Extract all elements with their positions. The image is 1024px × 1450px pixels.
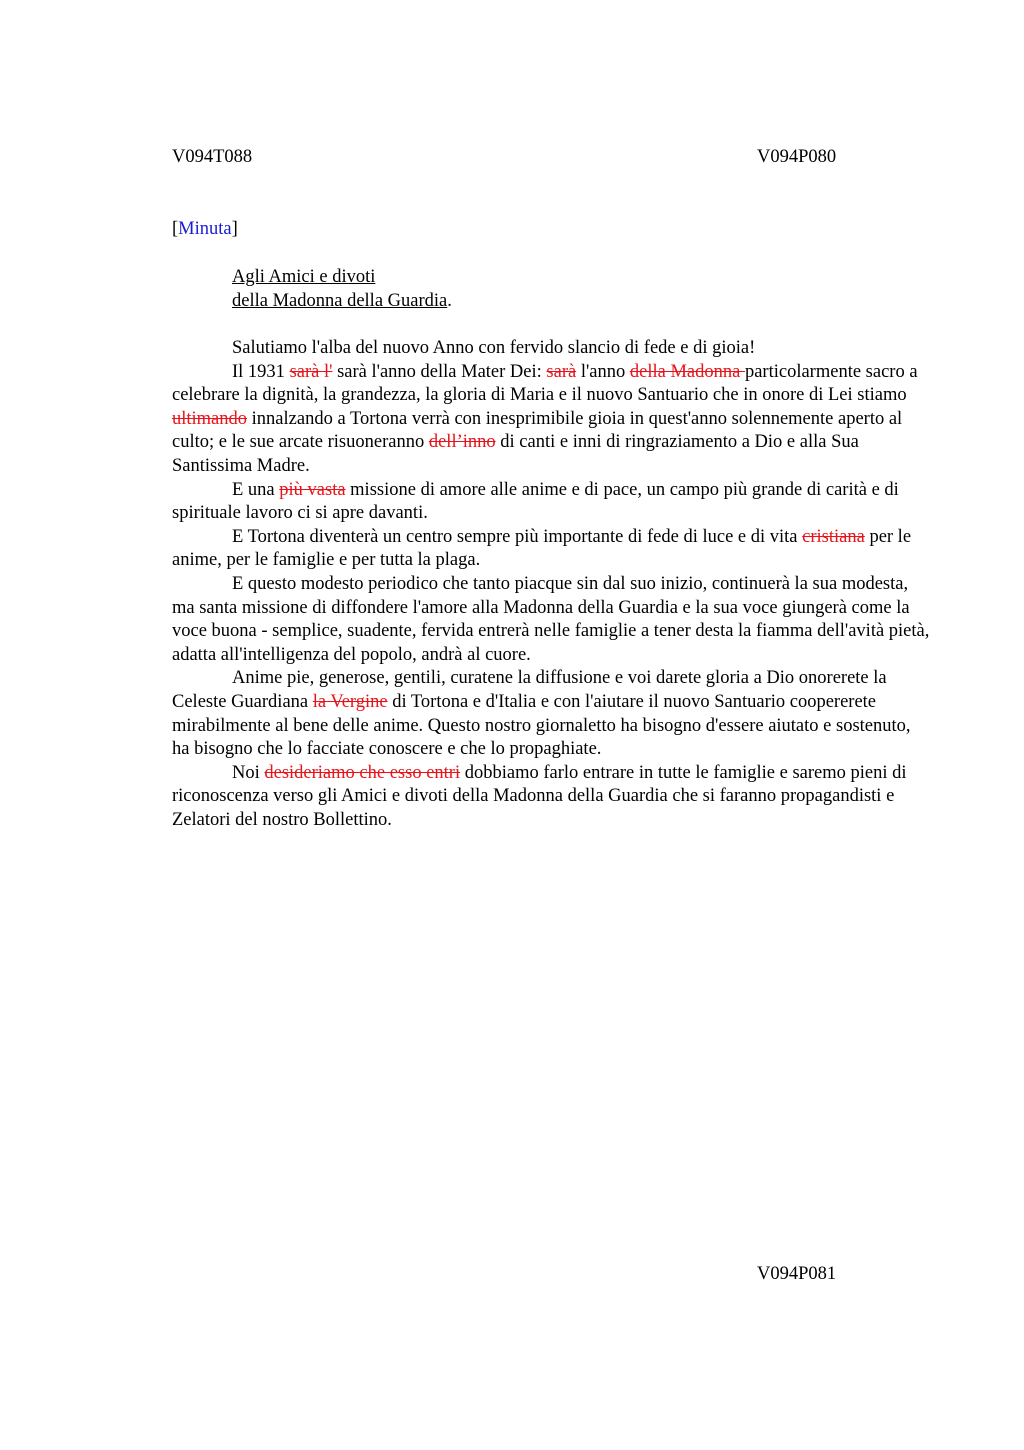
- text-segment: sarà l'anno della Mater Dei:: [332, 361, 547, 382]
- text-segment: di canti e inni di ringraziamento a Dio e alla Sua Santissima Madre.: [172, 432, 859, 476]
- text-segment: per le anime, per le famiglie e per tutta la plaga.: [172, 526, 912, 571]
- text-segment: Salutiamo l'alba del nuovo Anno con fervido slancio di fede e di gioia!: [232, 338, 756, 358]
- document-code-left: V094T088: [172, 147, 253, 167]
- text-segment: Noi: [232, 762, 265, 783]
- deleted-text: dell’inno: [428, 432, 496, 453]
- text-segment: l'anno: [576, 361, 630, 382]
- deleted-text: ultimando: [172, 408, 248, 429]
- text-segment: particolarmente sacro a celebrare la dignità, la grandezza, la gloria di Maria e il nuovo Santuario che in onore di Lei stiamo: [172, 361, 918, 406]
- deleted-text: più vasta: [279, 479, 346, 500]
- paragraph: [172, 526, 932, 573]
- address-line-1: Agli Amici e divoti: [232, 267, 376, 287]
- paragraph: [172, 337, 932, 361]
- deleted-text: cristiana: [802, 526, 865, 547]
- address-block: [232, 265, 452, 313]
- paragraph: [172, 573, 932, 667]
- paragraph: [172, 667, 932, 761]
- paragraph: [172, 479, 932, 526]
- text-segment: Il 1931: [232, 361, 290, 382]
- text-segment: E Tortona diventerà un centro sempre più importante di fede di luce e di vita: [232, 526, 803, 547]
- deleted-text: sarà l': [289, 361, 333, 382]
- deleted-text: sarà: [546, 361, 577, 382]
- deleted-text: della Madonna: [629, 361, 745, 382]
- minuta-label: [172, 217, 238, 241]
- text-segment: E una: [232, 479, 280, 500]
- text-segment: innalzando a Tortona verrà con inesprimibile gioia in quest'anno solennemente aperto al culto; e le sue arcate risuoneranno: [172, 408, 903, 453]
- letter-body: [172, 337, 932, 832]
- text-segment: E questo modesto periodico che tanto piacque sin dal suo inizio, continuerà la sua modesta, ma santa missione di diffondere l'amore alla Madonna della Guardia e la sua voce giungerà come la voce buona - semplice, suadente, fervida entrerà nelle famiglie a tener desta la fiamma dell'avità pietà, adatta all'intelligenza del popolo, andrà al cuore.: [172, 573, 930, 665]
- text-segment: dobbiamo farlo entrare in tutte le famiglie e saremo pieni di riconoscenza verso gli Amici e divoti della Madonna della Guardia che si faranno propagandisti e Zelatori del nostro Bollettino.: [172, 762, 907, 830]
- deleted-text: desideriamo che esso entri: [264, 762, 461, 783]
- minuta-link[interactable]: Minuta: [178, 219, 232, 239]
- text-segment: Anime pie, generose, gentili, curatene la diffusione e voi darete gloria a Dio onorerete la Celeste Guardiana: [172, 668, 887, 712]
- page-code-footer: V094P081: [757, 1264, 837, 1284]
- paragraph: [172, 361, 932, 479]
- address-line-2: della Madonna della Guardia.: [232, 291, 452, 311]
- paragraph: [172, 762, 932, 833]
- text-segment: di Tortona e d'Italia e con l'aiutare il nuovo Santuario coopererete mirabilmente al bene delle anime. Questo nostro giornaletto ha bisogno d'essere aiutato e sostenuto, ha bisogno che lo facciate conoscere e che lo propaghiate.: [172, 691, 911, 760]
- text-segment: missione di amore alle anime e di pace, un campo più grande di carità e di spirituale lavoro ci si apre davanti.: [172, 479, 899, 524]
- page-code-right: V094P080: [757, 147, 837, 167]
- minuta-close-bracket: ]: [231, 219, 238, 239]
- minuta-open-bracket: [: [172, 219, 179, 239]
- deleted-text: la Vergine: [312, 691, 388, 712]
